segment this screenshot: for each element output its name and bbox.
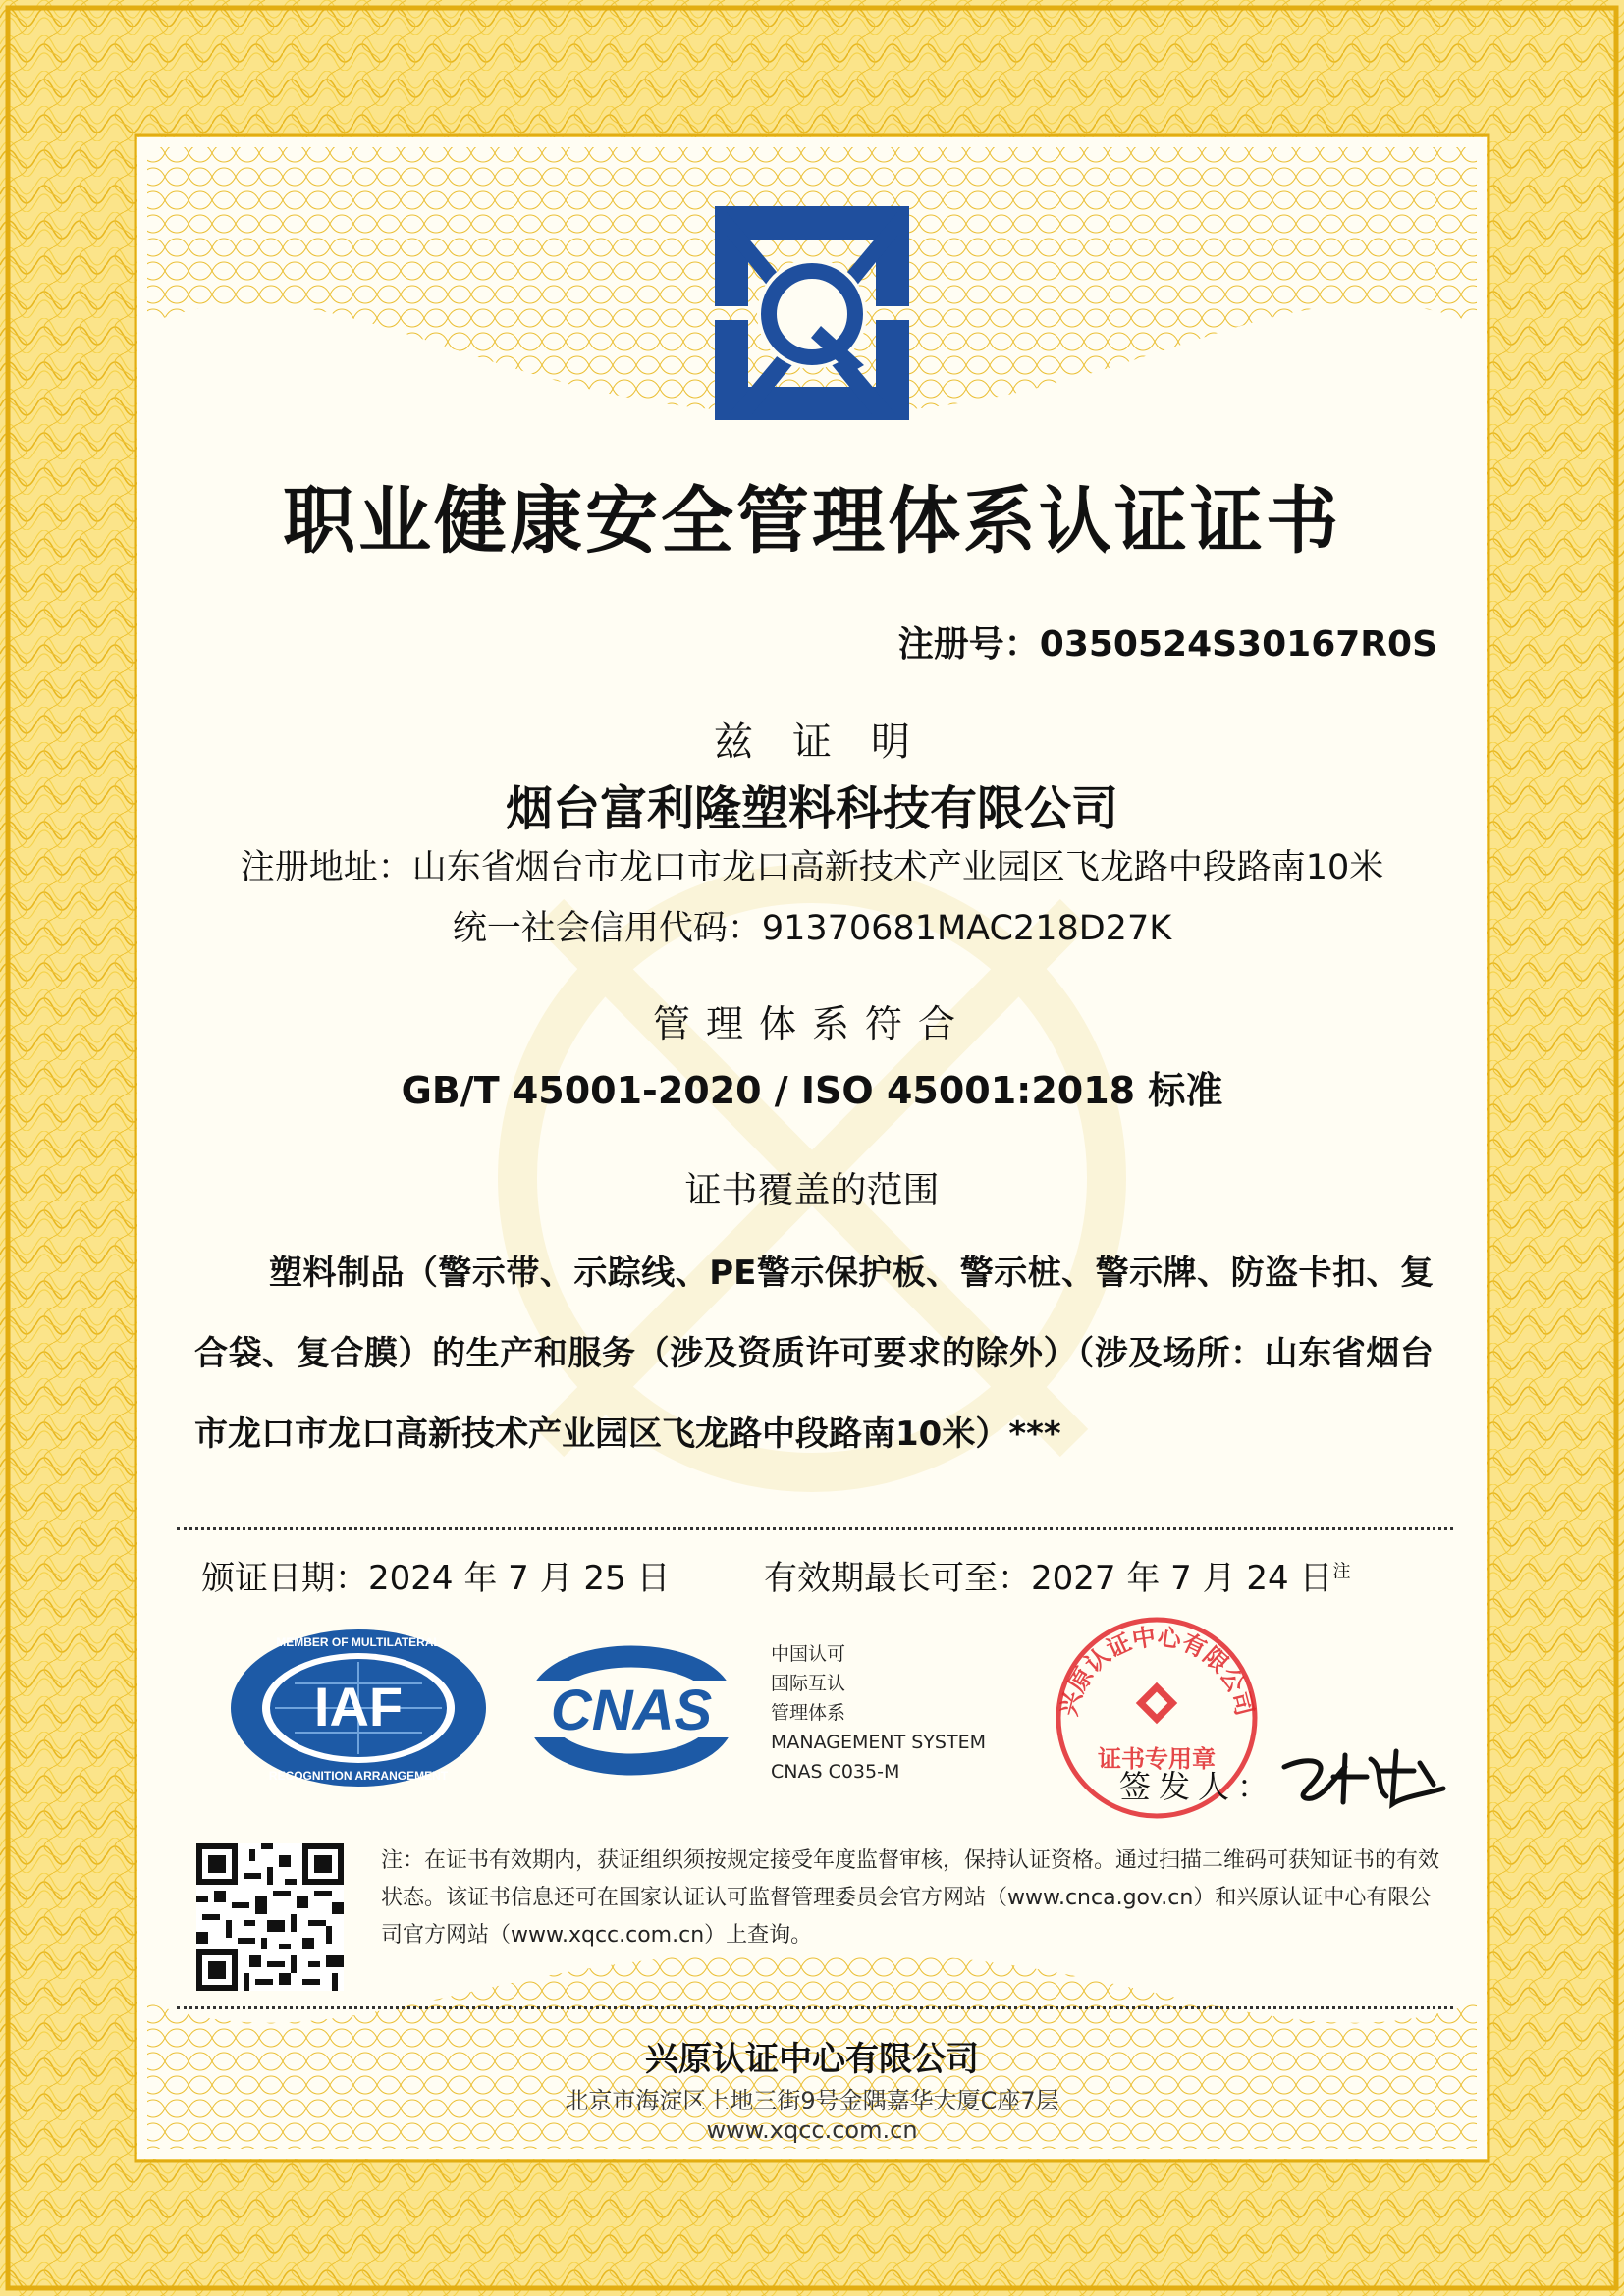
valid-until [764, 1551, 1350, 1599]
ms-accreditation-text [771, 1639, 986, 1787]
certificate-title: 职业健康安全管理体系认证证书 [283, 479, 1341, 563]
seal-center-text: 证书专用章 [1098, 1745, 1216, 1773]
iaf-text: IAF [313, 1676, 404, 1737]
footer-company: 兴原认证中心有限公司 [645, 2040, 979, 2079]
scope-heading: 证书覆盖的范围 [684, 1169, 940, 1211]
valid-note-mark: 注 [1332, 1561, 1351, 1582]
registration-number: 注册号：0350524S30167R0S [897, 624, 1437, 665]
signature-icon [1276, 1737, 1453, 1816]
iaf-ring-top: MEMBER OF MULTILATERAL [276, 1635, 441, 1649]
credit-code: 统一社会信用代码：91370681MAC218D27K [452, 909, 1172, 948]
cnas-logo-icon [518, 1620, 744, 1796]
footer-website[interactable]: www.xqcc.com.cn [706, 2116, 918, 2144]
issue-date: 颁证日期：2024 年 7 月 25 日 [201, 1559, 671, 1598]
company-name: 烟台富利隆塑料科技有限公司 [505, 781, 1118, 836]
ms-line-2: 国际互认 [771, 1673, 846, 1694]
standard: GB/T 45001-2020 / ISO 45001:2018 标准 [401, 1069, 1223, 1112]
scope-text: 塑料制品（警示带、示踪线、PE警示保护板、警示桩、警示牌、防盗卡扣、复合袋、复合膜）的生产和服务（涉及资质许可要求的除外）（涉及场所：山东省烟台市龙口市龙口高新技术产业园区飞龙路中段路南10米）*** [194, 1254, 1434, 1454]
conformity-statement: 管理体系符合 [652, 1002, 971, 1045]
hereby-certify: 兹证明 [714, 720, 949, 765]
qr-code-icon[interactable] [196, 1843, 344, 1991]
ms-line-5: CNAS C035-M [771, 1761, 900, 1783]
cnas-text: CNAS [550, 1679, 713, 1742]
ms-line-3: 管理体系 [771, 1702, 846, 1724]
seal-ring-text: 兴原认证中心有限公司 [1055, 1623, 1259, 1719]
divider-bottom [177, 2006, 1453, 2009]
ms-line-4: MANAGEMENT SYSTEM [771, 1732, 986, 1753]
validity-note: 注：在证书有效期内，获证组织须按规定接受年度监督审核，保持认证资格。通过扫描二维码可获知证书的有效状态。该证书信息还可在国家认证认可监督管理委员会官方网站（www.cnca.gov.cn）和兴原认证中心有限公司官方网站（www.xqcc.com.cn）上查询。 [381, 1848, 1440, 1948]
registered-address: 注册地址：山东省烟台市龙口市龙口高新技术产业园区飞龙路中段路南10米 [240, 848, 1384, 887]
valid-until-text: 有效期最长可至：2027 年 7 月 24 日 [764, 1559, 1333, 1598]
issuer-label: 签发人： [1119, 1768, 1277, 1805]
ms-line-1: 中国认可 [771, 1643, 846, 1665]
iaf-logo-icon [226, 1625, 491, 1791]
footer-address: 北京市海淀区上地三街9号金隅嘉华大厦C座7层 [565, 2087, 1059, 2114]
divider-top [177, 1527, 1453, 1530]
iaf-ring-bottom: RECOGNITION ARRANGEMENT [268, 1769, 449, 1783]
